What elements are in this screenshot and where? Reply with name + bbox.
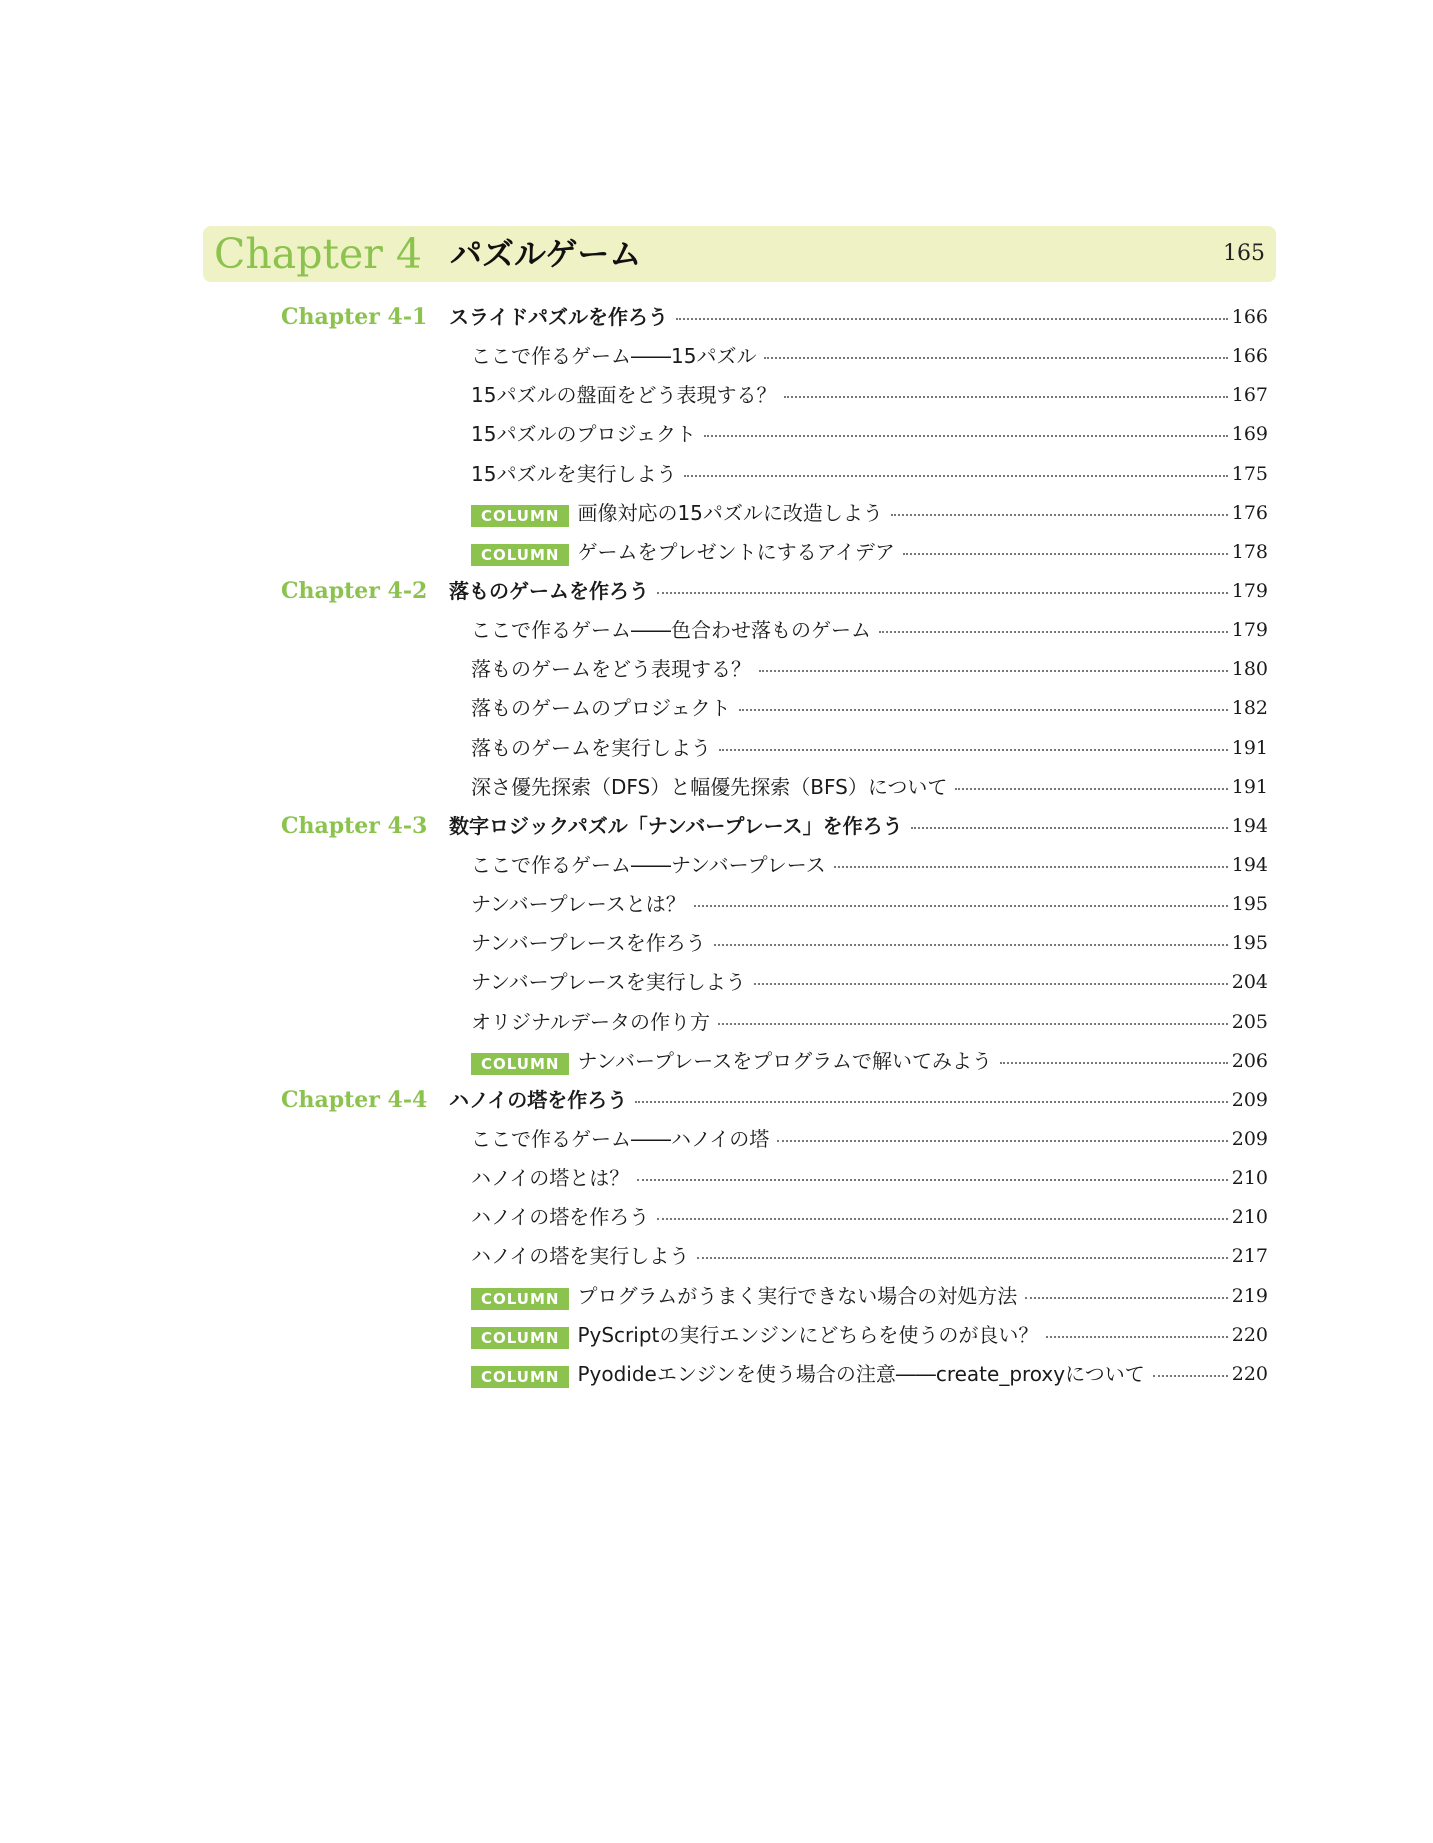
subsection-entry [471,1163,1268,1193]
subsection-entry [471,850,1268,880]
entry-title-text: 深さ優先探索（DFS）と幅優先探索（BFS）について [471,774,948,799]
entry-title [471,341,756,371]
entry-title [471,1124,769,1154]
entry-title-text: ハノイの塔を作ろう [449,1087,628,1112]
entry-title [471,1046,992,1076]
toc-row[interactable] [0,611,1433,650]
toc-row[interactable] [0,768,1433,807]
toc-row[interactable] [0,572,1433,611]
entry-page-number: 180 [1231,658,1268,681]
entry-title [471,654,751,684]
leader-dots [704,435,1228,437]
entry-title [471,693,731,723]
subsection-entry [471,459,1268,489]
section-label: Chapter 4-2 [281,577,428,604]
entry-title [449,1085,627,1115]
entry-title-text: ここで作るゲーム――ハノイの塔 [471,1126,770,1151]
entry-title [471,1281,1017,1311]
toc-row[interactable] [0,337,1433,376]
leader-dots [697,1257,1228,1259]
section-label: Chapter 4-3 [281,812,428,839]
subsection-entry [471,1241,1268,1271]
column-badge: COLUMN [471,505,569,527]
subsection-entry [471,733,1268,763]
leader-dots [777,1140,1228,1142]
entry-title [471,850,826,880]
section-label: Chapter 4-4 [281,1086,428,1113]
leader-dots [1153,1375,1228,1377]
entry-page-number: 217 [1231,1245,1268,1268]
entry-page-number: 179 [1231,619,1268,642]
toc-row[interactable] [0,924,1433,963]
leader-dots [739,709,1228,711]
toc-row[interactable] [0,846,1433,885]
toc-row[interactable] [0,494,1433,533]
leader-dots [955,788,1227,790]
column-badge: COLUMN [471,544,569,566]
entry-title-text: 落ものゲームのプロジェクト [471,696,731,721]
subsection-entry [471,1124,1268,1154]
entry-title [471,928,706,958]
entry-title [471,1163,629,1193]
entry-title-text: ここで作るゲーム――色合わせ落ものゲーム [471,618,871,643]
leader-dots [891,514,1228,516]
entry-title [471,1241,689,1271]
leader-dots [684,475,1227,477]
entry-title-text: オリジナルデータの作り方 [471,1009,710,1034]
section-entry [449,811,1268,841]
subsection-entry [471,419,1268,449]
entry-page-number: 182 [1231,697,1268,720]
entry-title [471,889,686,919]
toc-row[interactable] [0,963,1433,1002]
leader-dots [718,1023,1228,1025]
entry-title [471,419,696,449]
entry-title [471,537,895,567]
toc-row[interactable] [0,1003,1433,1042]
entry-page-number: 195 [1231,932,1268,955]
subsection-entry [471,380,1268,410]
leader-dots [834,866,1228,868]
subsection-entry [471,772,1268,802]
toc-row[interactable] [0,1277,1433,1316]
leader-dots [635,1101,1228,1103]
entry-title-text: 落ものゲームをどう表現する？ [471,657,751,682]
subsection-entry [471,1046,1268,1076]
entry-title-text: 数字ロジックパズル「ナンバープレース」を作ろう [449,813,903,838]
entry-title-text: ここで作るゲーム――15パズル [471,344,757,369]
entry-title [471,967,746,997]
entry-page-number: 194 [1231,814,1268,837]
entry-page-number: 210 [1231,1167,1268,1190]
entry-page-number: 210 [1231,1206,1268,1229]
subsection-entry [471,498,1268,528]
toc-row[interactable] [0,729,1433,768]
entry-page-number: 191 [1231,775,1268,798]
entry-title [471,1007,710,1037]
entry-title-text: 落ものゲームを実行しよう [471,735,711,760]
entry-title-text: PyScriptの実行エンジンにどちらを使うのが良い？ [577,1322,1039,1347]
section-label: Chapter 4-1 [281,304,428,330]
entry-title-text: プログラムがうまく実行できない場合の対処方法 [577,1283,1018,1308]
leader-dots [637,1179,1228,1181]
entry-title-text: ゲームをプレゼントにするアイデア [577,539,895,564]
entry-page-number: 220 [1231,1362,1268,1385]
leader-dots [754,983,1228,985]
leader-dots [759,670,1228,672]
entry-title-text: ハノイの塔を作ろう [471,1205,650,1230]
chapter-page-number: 165 [1223,241,1265,266]
entry-title [471,1359,1145,1389]
toc-row[interactable] [0,1355,1433,1394]
leader-dots [1000,1062,1228,1064]
column-badge: COLUMN [471,1327,569,1349]
entry-page-number: 206 [1231,1049,1268,1072]
entry-page-number: 209 [1231,1088,1268,1111]
toc-row[interactable] [0,689,1433,728]
toc-row[interactable] [0,650,1433,689]
entry-page-number: 166 [1231,306,1268,328]
leader-dots [879,631,1228,633]
subsection-entry [471,928,1268,958]
entry-title [471,615,871,645]
leader-dots [676,318,1228,320]
entry-title-text: ナンバープレースを作ろう [471,931,706,956]
table-of-contents [0,298,1433,1394]
toc-row[interactable] [0,1081,1433,1120]
toc-row[interactable] [0,1042,1433,1081]
leader-dots [657,592,1228,594]
entry-title [471,1320,1038,1350]
toc-row[interactable] [0,376,1433,415]
toc-row[interactable] [0,1159,1433,1198]
entry-title-text: 15パズルの盤面をどう表現する？ [471,383,777,408]
entry-page-number: 179 [1231,579,1268,602]
entry-title-text: スライドパズルを作ろう [449,305,668,329]
subsection-entry [471,537,1268,567]
entry-title [471,733,711,763]
leader-dots [764,357,1227,359]
leader-dots [903,553,1228,555]
subsection-entry [471,1007,1268,1037]
entry-page-number: 204 [1231,971,1268,994]
subsection-entry [471,1359,1268,1389]
entry-title-text: Pyodideエンジンを使う場合の注意――create_proxyについて [577,1361,1145,1386]
toc-row[interactable] [0,1198,1433,1237]
entry-page-number: 176 [1231,501,1268,524]
toc-row[interactable] [0,1237,1433,1276]
leader-dots [694,905,1228,907]
entry-page-number: 166 [1231,345,1268,368]
entry-page-number: 175 [1231,462,1268,485]
leader-dots [1046,1336,1227,1338]
entry-title-text: 15パズルを実行しよう [471,461,677,486]
toc-row[interactable] [0,533,1433,572]
subsection-entry [471,341,1268,371]
entry-title [471,1202,649,1232]
toc-row[interactable] [0,807,1433,846]
subsection-entry [471,1320,1268,1350]
entry-title-text: ハノイの塔とは？ [471,1166,630,1191]
leader-dots [911,827,1228,829]
toc-row[interactable] [0,1120,1433,1159]
chapter-label: Chapter 4 [214,230,422,278]
entry-page-number: 169 [1231,423,1268,446]
chapter-header [203,226,1276,282]
entry-title-text: ナンバープレースを実行しよう [471,970,746,995]
section-entry [449,1085,1268,1115]
entry-page-number: 191 [1231,736,1268,759]
toc-row[interactable] [0,455,1433,494]
entry-title [471,459,676,489]
entry-page-number: 209 [1231,1127,1268,1150]
subsection-entry [471,693,1268,723]
entry-title-text: ナンバープレースをプログラムで解いてみよう [577,1048,993,1073]
entry-title [449,811,903,841]
subsection-entry [471,1281,1268,1311]
toc-row[interactable] [0,1316,1433,1355]
entry-title-text: ナンバープレースとは？ [471,892,686,917]
section-entry [449,302,1268,332]
column-badge: COLUMN [471,1366,569,1388]
toc-row[interactable] [0,298,1433,337]
entry-title-text: 画像対応の15パズルに改造しよう [577,500,883,525]
entry-title-text: 15パズルのプロジェクト [471,422,697,447]
toc-row[interactable] [0,885,1433,924]
subsection-entry [471,1202,1268,1232]
section-entry [449,576,1268,606]
entry-page-number: 220 [1231,1323,1268,1346]
entry-title [471,380,776,410]
leader-dots [714,944,1228,946]
subsection-entry [471,967,1268,997]
entry-page-number: 178 [1231,540,1268,563]
leader-dots [657,1218,1228,1220]
leader-dots [719,749,1228,751]
column-badge: COLUMN [471,1288,569,1310]
toc-row[interactable] [0,415,1433,454]
entry-title [471,772,947,802]
subsection-entry [471,654,1268,684]
leader-dots [1025,1297,1227,1299]
chapter-title: パズルゲーム [450,235,642,273]
leader-dots [784,396,1227,398]
subsection-entry [471,615,1268,645]
entry-title-text: 落ものゲームを作ろう [449,578,649,603]
entry-title [471,498,883,528]
entry-page-number: 167 [1231,384,1268,407]
entry-title [449,576,649,606]
entry-page-number: 194 [1231,853,1268,876]
entry-title-text: ハノイの塔を実行しよう [471,1244,690,1269]
subsection-entry [471,889,1268,919]
entry-title [449,302,668,332]
entry-page-number: 195 [1231,893,1268,916]
entry-page-number: 219 [1231,1284,1268,1307]
entry-title-text: ここで作るゲーム――ナンバープレース [471,852,826,877]
entry-page-number: 205 [1231,1010,1268,1033]
column-badge: COLUMN [471,1053,569,1075]
